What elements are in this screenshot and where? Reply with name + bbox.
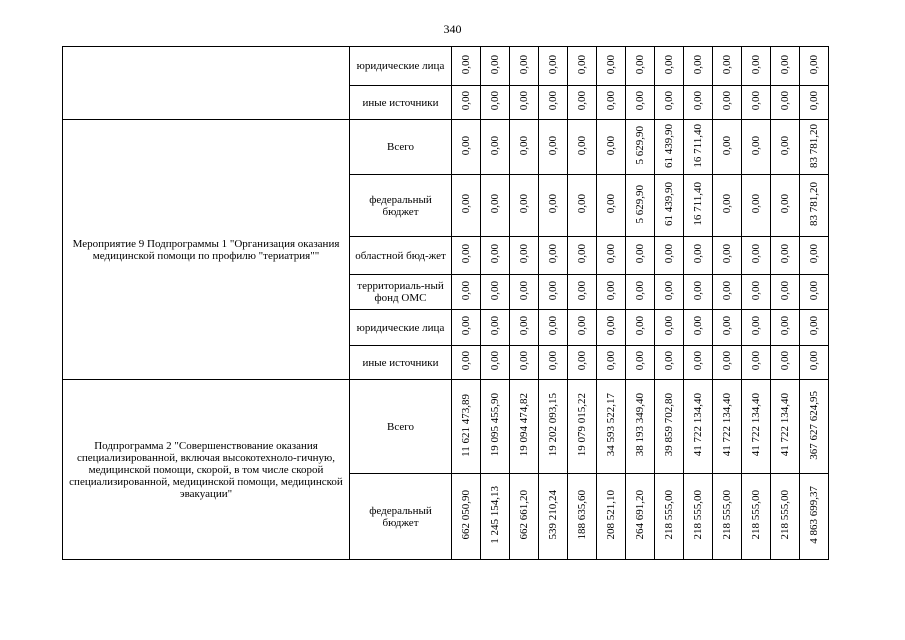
value-cell	[800, 310, 829, 346]
value-text: 0,00	[605, 244, 617, 264]
value-cell	[481, 474, 510, 560]
value-text: 0,00	[692, 351, 704, 371]
value-text: 0,00	[779, 91, 791, 111]
value-cell	[742, 275, 771, 310]
value-text: 0,00	[518, 194, 530, 214]
section-description: Мероприятие 9 Подпрограммы 1 "Организация оказания медицинской помощи по профилю "териатрия""	[63, 120, 350, 380]
value-cell	[539, 474, 568, 560]
value-cell	[713, 310, 742, 346]
value-text: 19 202 093,15	[547, 393, 559, 457]
funding-source: федеральный бюджет	[350, 474, 452, 560]
value-text: 539 210,24	[547, 490, 559, 540]
value-text: 4 863 699,37	[808, 486, 820, 544]
value-text: 1 245 154,13	[489, 486, 501, 544]
value-text: 16 711,40	[692, 123, 704, 168]
value-cell	[713, 86, 742, 120]
value-text: 0,00	[576, 351, 588, 371]
value-text: 39 859 702,80	[663, 393, 675, 457]
value-text: 19 094 474,82	[518, 393, 530, 457]
value-cell	[655, 47, 684, 86]
value-cell	[597, 47, 626, 86]
value-cell	[568, 346, 597, 380]
value-text: 0,00	[663, 351, 675, 371]
value-cell	[597, 86, 626, 120]
value-text: 0,00	[518, 351, 530, 371]
value-cell	[452, 346, 481, 380]
value-text: 0,00	[692, 244, 704, 264]
value-cell	[510, 175, 539, 237]
value-cell	[597, 474, 626, 560]
value-cell	[771, 474, 800, 560]
value-cell	[713, 474, 742, 560]
value-cell	[568, 237, 597, 275]
value-text: 0,00	[605, 54, 617, 75]
value-cell	[684, 237, 713, 275]
value-cell	[684, 380, 713, 474]
value-cell	[597, 346, 626, 380]
value-cell	[510, 310, 539, 346]
value-cell	[771, 346, 800, 380]
value-text: 0,00	[460, 316, 472, 336]
value-text: 188 635,60	[576, 490, 588, 540]
value-cell	[800, 175, 829, 237]
value-cell	[597, 310, 626, 346]
value-text: 0,00	[779, 54, 791, 75]
value-cell	[713, 275, 742, 310]
value-text: 0,00	[605, 135, 617, 156]
value-text: 0,00	[634, 91, 646, 111]
value-cell	[510, 237, 539, 275]
value-cell	[626, 47, 655, 86]
value-cell	[452, 47, 481, 86]
funding-source: иные источники	[350, 346, 452, 380]
value-cell	[713, 380, 742, 474]
value-text: 367 627 624,95	[808, 390, 820, 460]
value-cell	[510, 120, 539, 175]
value-text: 0,00	[605, 194, 617, 214]
value-text: 11 621 473,89	[460, 393, 472, 457]
value-cell	[655, 346, 684, 380]
budget-table	[62, 46, 829, 560]
value-cell	[684, 310, 713, 346]
value-text: 0,00	[779, 194, 791, 214]
value-cell	[655, 237, 684, 275]
value-text: 0,00	[605, 351, 617, 371]
value-cell	[742, 175, 771, 237]
value-text: 0,00	[605, 280, 617, 301]
value-text: 0,00	[663, 316, 675, 336]
value-text: 0,00	[750, 91, 762, 111]
value-cell	[684, 86, 713, 120]
value-text: 0,00	[489, 280, 501, 301]
value-text: 83 781,20	[808, 123, 820, 168]
value-cell	[800, 120, 829, 175]
value-cell	[626, 120, 655, 175]
value-cell	[771, 47, 800, 86]
value-text: 218 555,00	[779, 490, 791, 540]
value-cell	[568, 120, 597, 175]
value-cell	[800, 47, 829, 86]
table-row	[63, 47, 829, 86]
funding-source: иные источники	[350, 86, 452, 120]
value-text: 218 555,00	[692, 490, 704, 540]
value-text: 61 439,90	[663, 182, 675, 226]
value-cell	[742, 86, 771, 120]
value-text: 0,00	[634, 54, 646, 75]
value-cell	[771, 120, 800, 175]
value-text: 0,00	[750, 244, 762, 264]
value-text: 0,00	[547, 54, 559, 75]
value-text: 0,00	[634, 280, 646, 301]
value-text: 662 661,20	[518, 490, 530, 540]
value-cell	[452, 275, 481, 310]
table-row	[63, 380, 829, 474]
value-cell	[684, 120, 713, 175]
value-cell	[481, 47, 510, 86]
value-text: 0,00	[489, 135, 501, 156]
value-cell	[568, 47, 597, 86]
value-text: 41 722 134,40	[779, 393, 791, 457]
funding-source: юридические лица	[350, 47, 452, 86]
value-cell	[510, 380, 539, 474]
value-text: 0,00	[663, 280, 675, 301]
value-text: 0,00	[576, 54, 588, 75]
value-cell	[568, 380, 597, 474]
funding-source: территориаль-ный фонд ОМС	[350, 275, 452, 310]
value-text: 16 711,40	[692, 182, 704, 226]
value-cell	[597, 237, 626, 275]
value-text: 0,00	[721, 244, 733, 264]
value-cell	[771, 275, 800, 310]
funding-source: Всего	[350, 120, 452, 175]
value-cell	[539, 175, 568, 237]
value-cell	[568, 86, 597, 120]
value-text: 0,00	[663, 244, 675, 264]
value-text: 0,00	[460, 135, 472, 156]
value-cell	[597, 275, 626, 310]
value-cell	[713, 237, 742, 275]
value-text: 0,00	[547, 244, 559, 264]
value-text: 0,00	[808, 351, 820, 371]
value-cell	[510, 47, 539, 86]
value-text: 0,00	[692, 280, 704, 301]
value-text: 61 439,90	[663, 123, 675, 168]
value-text: 5 629,90	[634, 184, 646, 224]
value-cell	[539, 237, 568, 275]
value-text: 0,00	[663, 91, 675, 111]
value-text: 0,00	[808, 316, 820, 336]
value-text: 0,00	[489, 316, 501, 336]
section-description	[63, 47, 350, 120]
value-text: 0,00	[547, 316, 559, 336]
value-cell	[539, 47, 568, 86]
value-cell	[452, 120, 481, 175]
value-text: 0,00	[547, 280, 559, 301]
value-cell	[742, 474, 771, 560]
value-text: 38 193 349,40	[634, 393, 646, 457]
value-cell	[481, 346, 510, 380]
value-text: 41 722 134,40	[721, 393, 733, 457]
value-text: 0,00	[489, 91, 501, 111]
value-cell	[539, 380, 568, 474]
funding-source: областной бюд-жет	[350, 237, 452, 275]
value-cell	[742, 120, 771, 175]
value-cell	[626, 474, 655, 560]
value-text: 662 050,90	[460, 490, 472, 540]
value-text: 0,00	[808, 54, 820, 75]
value-cell	[452, 310, 481, 346]
value-cell	[481, 175, 510, 237]
value-cell	[655, 474, 684, 560]
value-cell	[568, 474, 597, 560]
value-text: 0,00	[692, 54, 704, 75]
value-cell	[771, 86, 800, 120]
value-text: 0,00	[750, 194, 762, 214]
value-text: 0,00	[634, 316, 646, 336]
value-cell	[742, 47, 771, 86]
value-text: 0,00	[576, 316, 588, 336]
value-cell	[452, 86, 481, 120]
value-text: 264 691,20	[634, 490, 646, 540]
funding-source: Всего	[350, 380, 452, 474]
value-text: 0,00	[779, 280, 791, 301]
value-text: 0,00	[721, 91, 733, 111]
value-text: 0,00	[576, 280, 588, 301]
value-cell	[655, 175, 684, 237]
value-text: 0,00	[808, 280, 820, 301]
value-text: 0,00	[605, 91, 617, 111]
value-cell	[626, 346, 655, 380]
value-text: 0,00	[779, 316, 791, 336]
value-text: 0,00	[460, 54, 472, 75]
value-cell	[539, 310, 568, 346]
value-cell	[568, 310, 597, 346]
value-cell	[800, 237, 829, 275]
value-cell	[800, 275, 829, 310]
value-text: 19 095 455,90	[489, 393, 501, 457]
value-cell	[481, 310, 510, 346]
value-text: 0,00	[518, 316, 530, 336]
value-cell	[452, 380, 481, 474]
value-text: 0,00	[547, 351, 559, 371]
value-cell	[655, 310, 684, 346]
value-text: 0,00	[460, 194, 472, 214]
value-text: 0,00	[460, 91, 472, 111]
value-text: 218 555,00	[721, 490, 733, 540]
value-cell	[800, 474, 829, 560]
value-text: 0,00	[547, 135, 559, 156]
value-text: 19 079 015,22	[576, 393, 588, 457]
value-text: 0,00	[518, 244, 530, 264]
table-row	[63, 120, 829, 175]
value-text: 0,00	[750, 316, 762, 336]
value-text: 0,00	[605, 316, 617, 336]
value-cell	[626, 310, 655, 346]
value-cell	[452, 237, 481, 275]
value-cell	[655, 86, 684, 120]
value-text: 0,00	[721, 54, 733, 75]
value-cell	[800, 380, 829, 474]
value-cell	[655, 120, 684, 175]
value-text: 0,00	[779, 244, 791, 264]
value-cell	[626, 275, 655, 310]
value-text: 0,00	[750, 135, 762, 156]
value-cell	[481, 380, 510, 474]
value-text: 0,00	[721, 135, 733, 156]
value-cell	[742, 380, 771, 474]
value-text: 0,00	[721, 194, 733, 214]
section-description: Подпрограмма 2 "Совершенствование оказания специализированной, включая высокотехноло-гичную, медицинской помощи, скорой, в том числе скорой специализированной, медицинской помощи, медицинской эвакуации"	[63, 380, 350, 560]
value-text: 83 781,20	[808, 182, 820, 226]
value-cell	[655, 275, 684, 310]
value-text: 0,00	[518, 54, 530, 75]
value-cell	[510, 86, 539, 120]
value-cell	[539, 120, 568, 175]
value-text: 0,00	[808, 244, 820, 264]
value-cell	[597, 120, 626, 175]
value-text: 0,00	[692, 91, 704, 111]
value-text: 0,00	[576, 91, 588, 111]
value-cell	[713, 47, 742, 86]
value-cell	[568, 175, 597, 237]
value-cell	[510, 275, 539, 310]
value-cell	[626, 175, 655, 237]
value-text: 0,00	[489, 244, 501, 264]
value-cell	[684, 275, 713, 310]
value-cell	[626, 380, 655, 474]
value-text: 0,00	[489, 351, 501, 371]
value-text: 0,00	[721, 316, 733, 336]
value-text: 0,00	[518, 280, 530, 301]
value-text: 218 555,00	[750, 490, 762, 540]
funding-source: федеральный бюджет	[350, 175, 452, 237]
value-text: 0,00	[750, 54, 762, 75]
value-text: 0,00	[634, 244, 646, 264]
value-cell	[713, 175, 742, 237]
value-text: 0,00	[721, 280, 733, 301]
value-text: 0,00	[576, 194, 588, 214]
value-cell	[626, 86, 655, 120]
value-text: 0,00	[460, 280, 472, 301]
value-cell	[684, 175, 713, 237]
value-text: 208 521,10	[605, 490, 617, 540]
value-text: 0,00	[663, 54, 675, 75]
value-cell	[742, 310, 771, 346]
value-cell	[771, 175, 800, 237]
value-cell	[510, 474, 539, 560]
value-text: 0,00	[518, 91, 530, 111]
page-number: 340	[443, 22, 462, 36]
value-text: 0,00	[576, 135, 588, 156]
value-text: 0,00	[547, 194, 559, 214]
value-text: 0,00	[721, 351, 733, 371]
value-cell	[481, 120, 510, 175]
value-text: 0,00	[489, 54, 501, 75]
value-text: 41 722 134,40	[692, 393, 704, 457]
value-cell	[481, 275, 510, 310]
value-text: 0,00	[460, 351, 472, 371]
value-cell	[481, 237, 510, 275]
value-text: 0,00	[779, 135, 791, 156]
value-text: 0,00	[750, 351, 762, 371]
funding-source: юридические лица	[350, 310, 452, 346]
value-cell	[742, 237, 771, 275]
value-cell	[539, 86, 568, 120]
value-cell	[597, 175, 626, 237]
value-cell	[684, 474, 713, 560]
value-cell	[742, 346, 771, 380]
value-cell	[713, 346, 742, 380]
value-cell	[655, 380, 684, 474]
value-cell	[539, 346, 568, 380]
value-text: 0,00	[779, 351, 791, 371]
value-text: 5 629,90	[634, 126, 646, 165]
value-cell	[481, 86, 510, 120]
value-text: 0,00	[750, 280, 762, 301]
value-cell	[539, 275, 568, 310]
value-cell	[713, 120, 742, 175]
value-cell	[626, 237, 655, 275]
value-cell	[510, 346, 539, 380]
value-text: 0,00	[808, 91, 820, 111]
value-text: 34 593 522,17	[605, 393, 617, 457]
value-text: 0,00	[692, 316, 704, 336]
value-cell	[597, 380, 626, 474]
value-cell	[452, 474, 481, 560]
value-cell	[800, 86, 829, 120]
value-cell	[684, 47, 713, 86]
value-text: 41 722 134,40	[750, 393, 762, 457]
value-cell	[568, 275, 597, 310]
value-text: 0,00	[489, 194, 501, 214]
value-cell	[452, 175, 481, 237]
value-text: 0,00	[518, 135, 530, 156]
value-cell	[771, 310, 800, 346]
value-text: 218 555,00	[663, 490, 675, 540]
value-text: 0,00	[576, 244, 588, 264]
value-cell	[771, 380, 800, 474]
value-cell	[771, 237, 800, 275]
value-cell	[684, 346, 713, 380]
value-text: 0,00	[547, 91, 559, 111]
value-cell	[800, 346, 829, 380]
value-text: 0,00	[460, 244, 472, 264]
value-text: 0,00	[634, 351, 646, 371]
